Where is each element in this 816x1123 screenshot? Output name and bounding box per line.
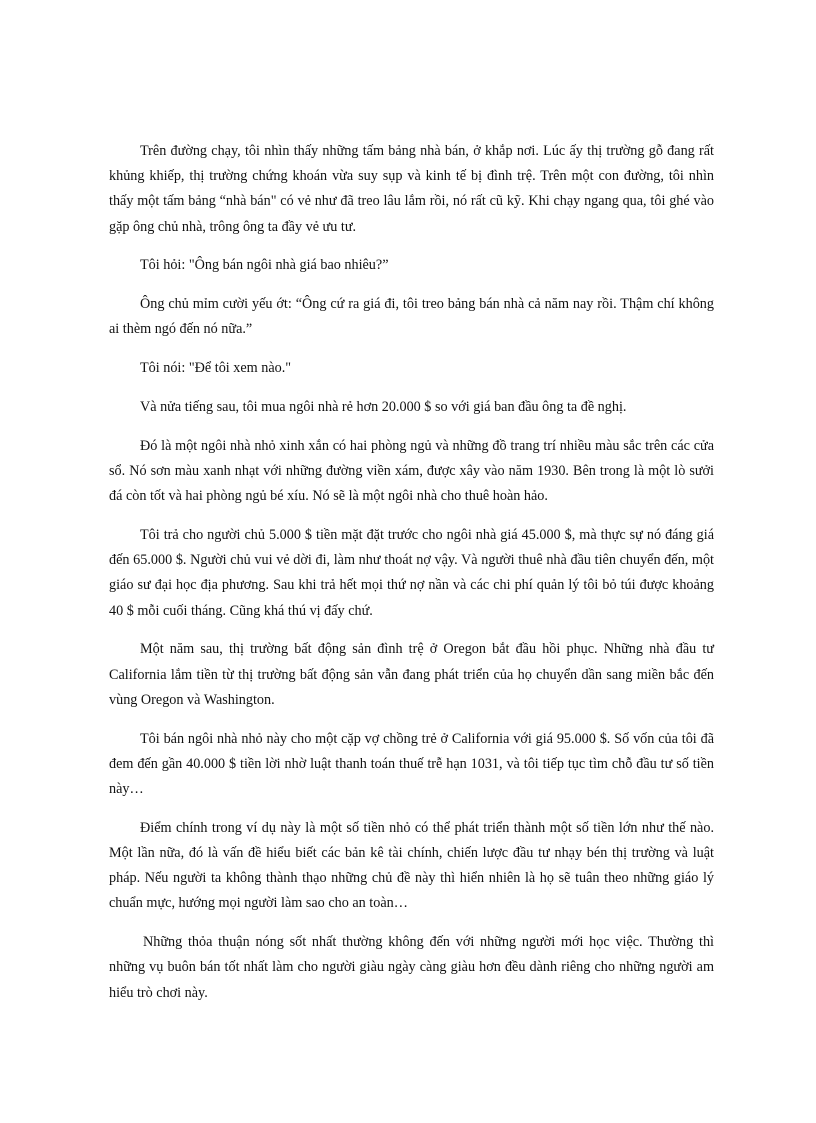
paragraph-4: Tôi nói: "Để tôi xem nào.": [140, 360, 292, 377]
paragraph-10: Điểm chính trong ví dụ này là một số tiền nhỏ có thể phát triển thành một số tiền lớn như thế nào. Một lần nữa, đó là vấn đề hiểu biết các bản kê tài chính, chiến lược đầu tư nhạy bén thị trường và luật pháp. Nếu người ta không thành thạo những chủ đề này thì hiển nhiên là họ sẽ tuân theo những giáo lý chuẩn mực, hướng mọi người làm sao cho an toàn…: [109, 819, 714, 912]
paragraph-5: Và nửa tiếng sau, tôi mua ngôi nhà rẻ hơn 20.000 $ so với giá ban đầu ông ta đề nghị.: [140, 399, 627, 415]
paragraph-3: Ông chủ mỉm cười yếu ớt: “Ông cứ ra giá đi, tôi treo bảng bán nhà cả năm nay rồi. Thậm chí không ai thèm ngó đến nó nữa.”: [109, 296, 714, 338]
document-body: [109, 139, 714, 1019]
paragraph-6: Đó là một ngôi nhà nhỏ xinh xắn có hai phòng ngủ và những đồ trang trí nhiều màu sắc trên các cửa sổ. Nó sơn màu xanh nhạt với những đường viền xám, được xây vào năm 1930. Bên trong là một lò sưởi đá còn tốt và hai phòng ngủ bé xíu. Nó sẽ là một ngôi nhà cho thuê hoàn hảo.: [109, 437, 714, 505]
paragraph-9: Tôi bán ngôi nhà nhỏ này cho một cặp vợ chồng trẻ ở California với giá 95.000 $. Số vốn của tôi đã đem đến gần 40.000 $ tiền lời nhờ luật thanh toán thuế trễ hạn 1031, và tôi tiếp tục tìm chỗ đầu tư số tiền này…: [109, 730, 714, 798]
paragraph-8: Một năm sau, thị trường bất động sản đình trệ ở Oregon bắt đầu hồi phục. Những nhà đầu tư California lắm tiền từ thị trường bất động sản vẫn đang phát triển của họ chuyển dần sang miền bắc đến vùng Oregon và Washington.: [109, 641, 714, 708]
paragraph-7: Tôi trả cho người chủ 5.000 $ tiền mặt đặt trước cho ngôi nhà giá 45.000 $, mà thực sự nó đáng giá đến 65.000 $. Người chủ vui vẻ dời đi, làm như thoát nợ vậy. Và người thuê nhà đầu tiên chuyển đến, một giáo sư đại học địa phương. Sau khi trả hết mọi thứ nợ nần và các chi phí quản lý tôi bỏ túi được khoảng 40 $ mỗi cuối tháng. Cũng khá thú vị đấy chứ.: [109, 527, 714, 619]
paragraph-11: Những thỏa thuận nóng sốt nhất thường không đến với những người mới học việc. Thường thì những vụ buôn bán tốt nhất làm cho người giàu ngày càng giàu hơn đều dành riêng cho những người am hiểu trò chơi này.: [109, 934, 714, 1001]
paragraph-2: Tôi hỏi: "Ông bán ngôi nhà giá bao nhiêu?”: [140, 257, 389, 274]
paragraph-1: Trên đường chạy, tôi nhìn thấy những tấm bảng nhà bán, ở khắp nơi. Lúc ấy thị trường gỗ đang rất khủng khiếp, thị trường chứng khoán vừa suy sụp và kinh tế bị đình trệ. Trên một con đường, tôi nhìn thấy một tấm bảng “nhà bán" có vẻ như đã treo lâu lắm rồi, nó rất cũ kỹ. Khi chạy ngang qua, tôi ghé vào gặp ông chủ nhà, trông ông ta đầy vẻ ưu tư.: [109, 143, 714, 235]
